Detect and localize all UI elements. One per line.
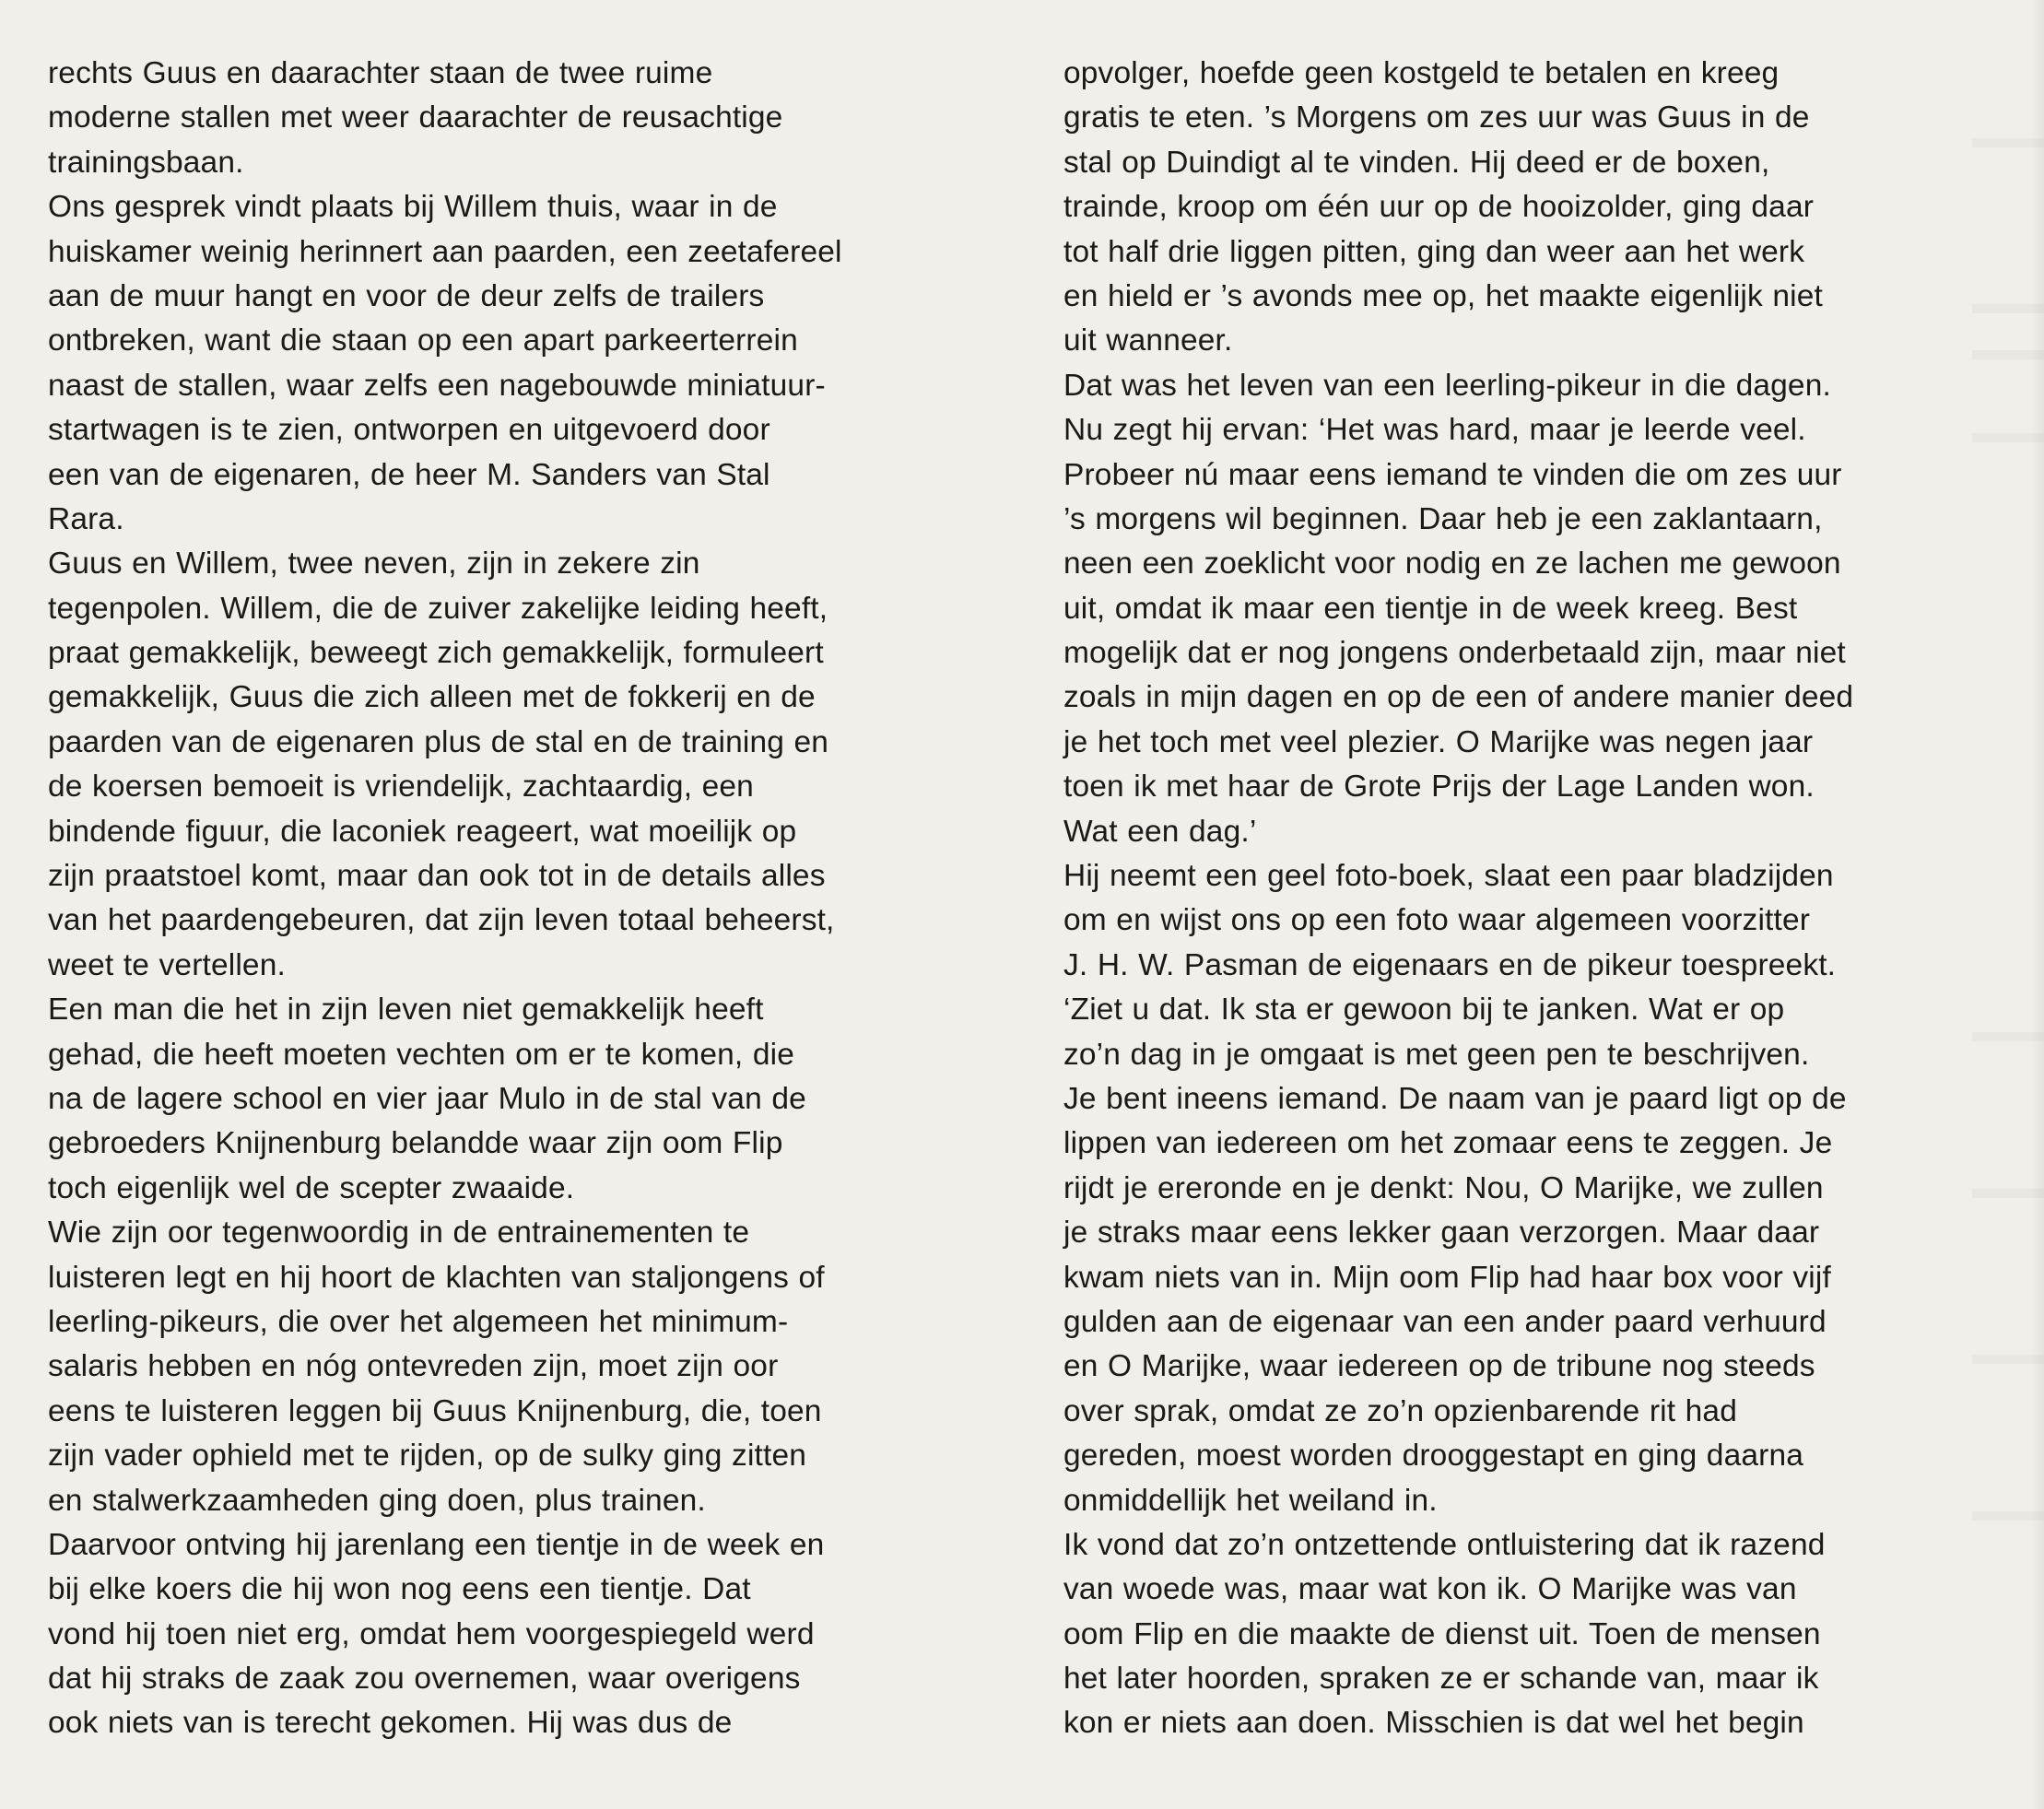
right-column-line: je straks maar eens lekker gaan verzorgen. Maar daar <box>1063 1216 1820 1251</box>
right-column-line: Nu zegt hij ervan: ‘Het was hard, maar je leerde veel. <box>1063 413 1806 448</box>
right-column-line: uit wanneer. <box>1063 323 1233 358</box>
right-column-line: zo’n dag in je omgaat is met geen pen te beschrijven. <box>1063 1037 1810 1072</box>
left-column-line: Daarvoor ontving hij jarenlang een tientje in de week en <box>48 1527 825 1562</box>
left-column-line: Guus en Willem, twee neven, zijn in zekere zin <box>48 546 700 581</box>
left-column-line: bindende figuur, die laconiek reageert, wat moeilijk op <box>48 814 797 849</box>
left-column-line: naast de stallen, waar zelfs een nagebouwde miniatuur- <box>48 368 826 403</box>
left-column-line: trainingsbaan. <box>48 145 244 180</box>
right-column-line: Je bent ineens iemand. De naam van je paard ligt op de <box>1063 1081 1847 1116</box>
left-column-line: Wie zijn oor tegenwoordig in de entrainementen te <box>48 1216 750 1251</box>
right-column-line: trainde, kroop om één uur op de hooizolder, ging daar <box>1063 190 1815 225</box>
page-edge-shadow <box>2031 0 2044 1809</box>
left-column-line: moderne stallen met weer daarachter de reusachtige <box>48 100 783 135</box>
right-column-line: Dat was het leven van een leerling-pikeur in die dagen. <box>1063 368 1831 403</box>
right-column-line: en hield er ’s avonds mee op, het maakte eigenlijk niet <box>1063 278 1823 313</box>
left-column-line: huiskamer weinig herinnert aan paarden, een zeetafereel <box>48 234 842 269</box>
left-column-line: leerling-pikeurs, die over het algemeen het minimum- <box>48 1304 789 1339</box>
right-column-line: J. H. W. Pasman de eigenaars en de pikeur toespreekt. <box>1063 947 1837 982</box>
right-column-line: mogelijk dat er nog jongens onderbetaald zijn, maar niet <box>1063 636 1846 671</box>
right-column-line: rijdt je ereronde en je denkt: Nou, O Marijke, we zullen <box>1063 1170 1824 1205</box>
right-column-line: Ik vond dat zo’n ontzettende ontluistering dat ik razend <box>1063 1527 1826 1562</box>
right-column-line: toen ik met haar de Grote Prijs der Lage Landen won. <box>1063 769 1815 805</box>
right-column-line: zoals in mijn dagen en op de een of andere manier deed <box>1063 680 1854 715</box>
left-column-line: weet te vertellen. <box>48 947 286 982</box>
right-text-column <box>1063 52 1985 1746</box>
left-column-line: dat hij straks de zaak zou overnemen, waar overigens <box>48 1662 801 1697</box>
right-column-line: gulden aan de eigenaar van een ander paard verhuurd <box>1063 1304 1827 1339</box>
right-column-line: stal op Duindigt al te vinden. Hij deed er de boxen, <box>1063 145 1770 180</box>
left-column-line: en stalwerkzaamheden ging doen, plus trainen. <box>48 1483 706 1518</box>
right-column-line: ‘Ziet u dat. Ik sta er gewoon bij te janken. Wat er op <box>1063 993 1785 1028</box>
left-column-line: Een man die het in zijn leven niet gemakkelijk heeft <box>48 993 764 1028</box>
left-column-line: gehad, die heeft moeten vechten om er te komen, die <box>48 1037 794 1072</box>
left-column-line: de koersen bemoeit is vriendelijk, zachtaardig, een <box>48 769 754 805</box>
right-column-line: Probeer nú maar eens iemand te vinden die om zes uur <box>1063 457 1842 492</box>
right-column-line: ’s morgens wil beginnen. Daar heb je een zaklantaarn, <box>1063 501 1823 536</box>
left-column-line: aan de muur hangt en voor de deur zelfs de trailers <box>48 278 765 313</box>
left-column-line: tegenpolen. Willem, die de zuiver zakelijke leiding heeft, <box>48 591 828 626</box>
right-column-line: onmiddellijk het weiland in. <box>1063 1483 1438 1518</box>
right-column-line: kwam niets van in. Mijn oom Flip had haar box voor vijf <box>1063 1260 1831 1295</box>
left-column-line: ook niets van is terecht gekomen. Hij was dus de <box>48 1706 733 1741</box>
left-column-line: zijn praatstoel komt, maar dan ook tot in de details alles <box>48 859 826 894</box>
left-column-line: salaris hebben en nóg ontevreden zijn, moet zijn oor <box>48 1349 779 1384</box>
left-column-line: startwagen is te zien, ontworpen en uitgevoerd door <box>48 413 770 448</box>
right-column-line: en O Marijke, waar iedereen op de tribune nog steeds <box>1063 1349 1815 1384</box>
left-column-line: gebroeders Knijnenburg belandde waar zijn oom Flip <box>48 1126 783 1161</box>
right-column-line: uit, omdat ik maar een tientje in de week kreeg. Best <box>1063 591 1798 626</box>
right-column-line: van woede was, maar wat kon ik. O Marijke was van <box>1063 1572 1797 1607</box>
left-column-line: zijn vader ophield met te rijden, op de sulky ging zitten <box>48 1439 807 1474</box>
left-column-line: paarden van de eigenaren plus de stal en de training en <box>48 724 829 759</box>
right-column-line: kon er niets aan doen. Misschien is dat wel het begin <box>1063 1706 1804 1741</box>
left-column-line: eens te luisteren leggen bij Guus Knijnenburg, die, toen <box>48 1393 822 1428</box>
left-column-line: Ons gesprek vindt plaats bij Willem thuis, waar in de <box>48 190 778 225</box>
right-column-line: Wat een dag.’ <box>1063 814 1257 849</box>
left-column-line: luisteren legt en hij hoort de klachten van staljongens of <box>48 1260 825 1295</box>
right-column-line: tot half drie liggen pitten, ging dan weer aan het werk <box>1063 234 1805 269</box>
left-column-line: na de lagere school en vier jaar Mulo in de stal van de <box>48 1081 806 1116</box>
right-column-line: over sprak, omdat ze zo’n opzienbarende rit had <box>1063 1393 1737 1428</box>
left-column-line: van het paardengebeuren, dat zijn leven totaal beheerst, <box>48 903 835 938</box>
left-column-line: vond hij toen niet erg, omdat hem voorgespiegeld werd <box>48 1616 815 1651</box>
right-column-line: lippen van iedereen om het zomaar eens te zeggen. Je <box>1063 1126 1833 1161</box>
right-column-line: opvolger, hoefde geen kostgeld te betalen en kreeg <box>1063 56 1780 90</box>
left-column-line: praat gemakkelijk, beweegt zich gemakkelijk, formuleert <box>48 636 824 671</box>
right-column-line: het later hoorden, spraken ze er schande van, maar ik <box>1063 1662 1819 1697</box>
right-column-line: oom Flip en die maakte de dienst uit. Toen de mensen <box>1063 1616 1821 1651</box>
right-column-line: om en wijst ons op een foto waar algemeen voorzitter <box>1063 903 1811 938</box>
right-column-line: Hij neemt een geel foto-boek, slaat een paar bladzijden <box>1063 859 1834 894</box>
right-column-line: je het toch met veel plezier. O Marijke was negen jaar <box>1063 724 1814 759</box>
right-column-line: gratis te eten. ’s Morgens om zes uur was Guus in de <box>1063 100 1810 135</box>
left-column-line: ontbreken, want die staan op een apart parkeerterrein <box>48 323 798 358</box>
right-column-line: gereden, moest worden drooggestapt en ging daarna <box>1063 1439 1804 1474</box>
left-column-line: gemakkelijk, Guus die zich alleen met de fokkerij en de <box>48 680 816 715</box>
left-column-line: Rara. <box>48 501 124 536</box>
left-column-line: toch eigenlijk wel de scepter zwaaide. <box>48 1170 575 1205</box>
left-column-line: een van de eigenaren, de heer M. Sanders van Stal <box>48 457 770 492</box>
left-text-column <box>48 52 1052 1746</box>
right-column-line: neen een zoeklicht voor nodig en ze lachen me gewoon <box>1063 546 1841 581</box>
left-column-line: bij elke koers die hij won nog eens een tientje. Dat <box>48 1572 751 1607</box>
left-column-line: rechts Guus en daarachter staan de twee ruime <box>48 56 713 90</box>
